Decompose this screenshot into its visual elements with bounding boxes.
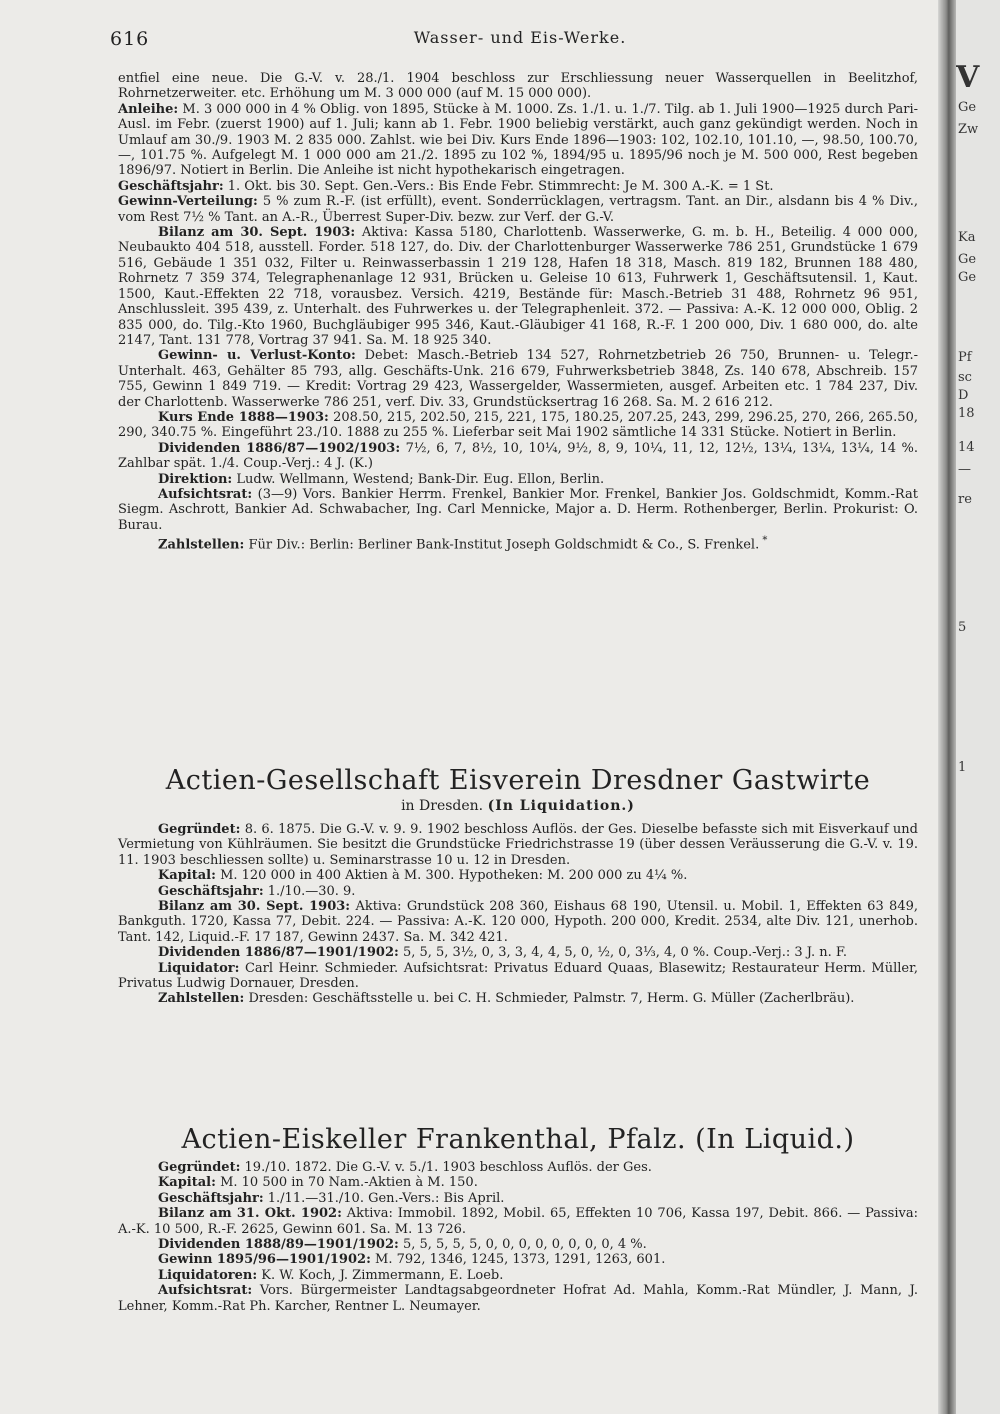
entry-paragraph	[118, 1175, 918, 1190]
entry-label: Zahlstellen:	[158, 537, 245, 553]
adjacent-page-fragment: 5	[958, 620, 967, 635]
entry-text: Aktiva: Grundstück 208 360, Eishaus 68 190, Utensil. u. Mobil. 1, Effekten 63 849, Bankguth. 1720, Kassa 77, Debit. 224. — Passiva: A.-K. 120 000, Hypoth. 200 000, Kredit. 2534, alte Div. 121, unerhob. Tant. 142, Liquid.-F. 17 187, Gewinn 2437. Sa. M. 342 421.	[118, 899, 918, 945]
entry-paragraph	[118, 487, 918, 533]
entry-text: 1./10.—30. 9.	[267, 883, 356, 899]
entry-text: Aktiva: Immobil. 1892, Mobil. 65, Effekten 10 706, Kassa 197, Debit. 866. — Passiva: A.-K. 10 500, R.-F. 2625, Gewinn 601. Sa. M. 13 726.	[118, 1206, 918, 1237]
entry-paragraph	[118, 868, 918, 883]
entry-label: Dividenden 1888/89—1901/1902:	[158, 1237, 399, 1253]
adjacent-page-fragment: Ge	[958, 252, 977, 267]
entry-paragraph	[118, 1237, 918, 1252]
entry-label: Bilanz am 30. Sept. 1903:	[158, 225, 356, 241]
entry-paragraph	[118, 1252, 918, 1267]
book-gutter	[938, 0, 956, 1414]
entry-label: Kurs Ende 1888—1903:	[158, 409, 329, 425]
adjacent-page-fragment: Ge	[958, 100, 977, 115]
section-eisverein-dresden	[118, 822, 918, 1007]
entry-label: Aufsichtsrat:	[158, 1283, 253, 1299]
adjacent-page-fragment: Pf	[958, 350, 972, 365]
entry-paragraph	[118, 533, 918, 553]
adjacent-page-fragment: 1	[958, 760, 967, 775]
section-eiskeller-frankenthal	[118, 1160, 918, 1314]
entry-paragraph	[118, 1283, 918, 1314]
entry-text: 208.50, 215, 202.50, 215, 221, 175, 180.25, 207.25, 243, 299, 296.25, 270, 266, 265.50, 290, 340.75 %. Eingeführt 23./10. 1888 zu 255 %. Lieferbar seit Mai 1902 sämtliche 14 331 Stücke. Notiert in Berlin.	[118, 409, 918, 441]
entry-text: Für Div.: Berlin: Berliner Bank-Institut Joseph Goldschmidt & Co., S. Frenkel.	[248, 537, 760, 553]
entry-paragraph	[118, 194, 918, 225]
entry-text: Carl Heinr. Schmieder. Aufsichtsrat: Privatus Eduard Quaas, Blasewitz; Restaurateur Herm. Müller, Privatus Ludwig Dornauer, Dresden.	[118, 960, 918, 992]
adjacent-page-edge	[956, 0, 1000, 1414]
entry-text: 7½, 6, 7, 8½, 10, 10¼, 9½, 8, 9, 10¼, 11, 12, 12½, 13¼, 13¼, 13¼, 14 %. Zahlbar spät. 1./4. Coup.-Verj.: 4 J. (K.)	[118, 440, 918, 472]
entry-label: Aufsichtsrat:	[158, 486, 253, 502]
entry-text: Vors. Bürgermeister Landtagsabgeordneter Hofrat Ad. Mahla, Komm.-Rat Mündler, J. Mann, J. Lehner, Komm.-Rat Ph. Karcher, Rentner L. Neumayer.	[118, 1283, 918, 1314]
entry-paragraph	[118, 179, 918, 194]
adjacent-page-fragment: Ka	[958, 230, 976, 245]
page-header	[110, 24, 930, 58]
entry-text: 5, 5, 5, 3½, 0, 3, 3, 4, 4, 5, 0, ½, 0, 3⅓, 4, 0 %. Coup.-Verj.: 3 J. n. F.	[402, 945, 847, 961]
entry-label: Anleihe:	[118, 101, 179, 117]
adjacent-page-fragment: sc	[958, 370, 972, 385]
entry-label: Liquidatoren:	[158, 1267, 258, 1283]
entry-label: Gegründet:	[158, 822, 241, 837]
adjacent-page-fragment: D	[958, 388, 969, 403]
entry-paragraph	[118, 1160, 918, 1175]
entry-label: Geschäftsjahr:	[158, 883, 264, 899]
entry-label: Kapital:	[158, 868, 216, 884]
subtitle-status: (In Liquidation.)	[487, 798, 635, 814]
entry-label: Bilanz am 31. Okt. 1902:	[158, 1206, 342, 1222]
entry-paragraph	[118, 441, 918, 472]
entry-text: Debet: Masch.-Betrieb 134 527, Rohrnetzbetrieb 26 750, Brunnen- u. Telegr.-Unterhalt. 463, Gehälter 85 793, allg. Geschäfts-Unk. 216 679, Fuhrwerksbetrieb 3848, Zs. 140 678, Abschreib. 157 755, Gewinn 1 849 719. — Kredit: Vortrag 29 423, Wassergelder, Wassermieten, ausgef. Arbeiten etc. 1 784 237, Div. der Charlottenb. Wasserwerke 786 251, verf. Div. 33, Grundstücksertrag 16 268. Sa. M. 2 616 212.	[118, 348, 918, 410]
entry-label: Gewinn- u. Verlust-Konto:	[158, 348, 356, 364]
entry-label: Zahlstellen:	[158, 991, 245, 1007]
company-subtitle-eisverein	[118, 798, 918, 815]
entry-text: 1. Okt. bis 30. Sept. Gen.-Vers.: Bis Ende Febr. Stimmrecht: Je M. 300 A.-K. = 1 St.	[227, 178, 774, 194]
section-wasserwerke-continued	[118, 71, 918, 553]
entry-text: 8. 6. 1875. Die G.-V. v. 9. 9. 1902 beschloss Auflös. der Ges. Dieselbe befasste sich mit Eisverkauf und Vermietung von Kühlräumen. Sie besitzt die Grundstücke Friedrichstrasse 19 (über dessen Veräusserung die G.-V. v. 19. 11. 1903 beschliessen sollte) u. Seminarstrasse 10 u. 12 in Dresden.	[118, 822, 918, 868]
entry-text: M. 120 000 in 400 Aktien à M. 300. Hypotheken: M. 200 000 zu 4¼ %.	[220, 868, 688, 884]
entry-text: K. W. Koch, J. Zimmermann, E. Loeb.	[261, 1267, 504, 1283]
adjacent-page-fragment: V	[956, 60, 980, 95]
entry-paragraph	[118, 472, 918, 487]
adjacent-page-fragment: 18	[958, 406, 975, 421]
entry-text: (3—9) Vors. Bankier Herrm. Frenkel, Bankier Mor. Frenkel, Bankier Jos. Goldschmidt, Komm.-Rat Siegm. Aschrott, Bankier Ad. Schwabacher, Ing. Carl Mennicke, Major a. D. Herm. Rothenberger, Berlin. Prokurist: O. Burau.	[118, 486, 918, 533]
entry-text: M. 792, 1346, 1245, 1373, 1291, 1263, 601.	[375, 1252, 666, 1268]
adjacent-page-fragment: Ge	[958, 270, 977, 285]
entry-text: M. 3 000 000 in 4 % Oblig. von 1895, Stücke à M. 1000. Zs. 1./1. u. 1./7. Tilg. ab 1. Juli 1900—1925 durch Pari-Ausl. im Febr. (zuerst 1900) auf 1. Juli; kann ab 1. Febr. 1900 beliebig verstärkt, auch ganz gekündigt werden. Noch in Umlauf am 30./9. 1903 M. 2 835 000. Zahlst. wie bei Div. Kurs Ende 1896—1903: 102, 102.10, 101.10, —, 98.50, 100.70, —, 101.75 %. Aufgelegt M. 1 000 000 am 21./2. 1895 zu 102 %, 1894/95 u. 1895/96 noch je M. 500 000, Rest begeben 1896/97. Notiert in Berlin. Die Anleihe ist nicht hypothekarisch eingetragen.	[118, 101, 918, 179]
entry-text: 19./10. 1872. Die G.-V. v. 5./1. 1903 beschloss Auflös. der Ges.	[244, 1160, 652, 1175]
entry-paragraph	[118, 1268, 918, 1283]
entry-paragraph	[118, 961, 918, 992]
entry-text: Ludw. Wellmann, Westend; Bank-Dir. Eug. Ellon, Berlin.	[236, 471, 605, 487]
entry-label: Kapital:	[158, 1175, 216, 1191]
entry-paragraph	[118, 348, 918, 410]
entry-paragraph	[118, 1206, 918, 1237]
entry-label: Gewinn-Verteilung:	[118, 194, 258, 210]
adjacent-page-fragment: 14	[958, 440, 975, 455]
entry-paragraph	[118, 1191, 918, 1206]
adjacent-page-fragment: Zw	[958, 122, 979, 137]
footnote-star: *	[759, 535, 768, 547]
subtitle-city: in Dresden.	[401, 798, 484, 814]
entry-text: Dresden: Geschäftsstelle u. bei C. H. Schmieder, Palmstr. 7, Herm. G. Müller (Zacherlbräu).	[248, 991, 855, 1007]
entry-paragraph	[118, 102, 918, 179]
entry-paragraph	[118, 225, 918, 348]
entry-text: Aktiva: Kassa 5180, Charlottenb. Wasserwerke, G. m. b. H., Beteilig. 4 000 000, Neubaukto 404 518, ausstell. Forder. 518 127, do. Div. der Charlottenburger Wasserwerke 786 251, Grundstücke 1 679 516, Gebäude 1 351 032, Filter u. Reinwasserbassin 1 219 128, Hafen 18 318, Masch. 819 182, Brunnen 188 480, Rohrnetz 7 359 374, Telegraphenanlage 12 931, Brücken u. Geleise 10 613, Fuhrwerk 1, Geschäftsutensil. 1, Kaut. 1500, Kaut.-Effekten 22 718, vorausbez. Versich. 4219, Bestände für: Masch.-Betrieb 31 488, Rohrnetz 96 951, Anschlussleit. 395 439, z. Unterhalt. des Fuhrwerkes u. der Telegraphenleit. 372. — Passiva: A.-K. 12 000 000, Oblig. 2 835 000, do. Tilg.-Kto 1960, Buchgläubiger 995 346, Kaut.-Gläubiger 41 168, R.-F. 1 200 000, Div. 1 680 000, do. alte 2147, Tant. 131 778, Vortrag 37 941. Sa. M. 18 925 340.	[118, 225, 919, 348]
entry-label: Bilanz am 30. Sept. 1903:	[158, 899, 351, 915]
entry-text: 5 % zum R.-F. (ist erfüllt), event. Sonderrücklagen, vertragsm. Tant. an Dir., alsdann bis 4 % Div., vom Rest 7½ % Tant. an A.-R., Überrest Super-Div. bezw. zur Verf. der G.-V.	[118, 194, 919, 225]
entry-paragraph	[118, 899, 918, 945]
company-title-eisverein-dresden: Actien-Gesellschaft Eisverein Dresdner Gastwirte	[165, 765, 871, 796]
entry-label: Geschäftsjahr:	[158, 1190, 264, 1206]
entry-label: Geschäftsjahr:	[118, 178, 224, 194]
entry-paragraph	[118, 410, 918, 441]
entry-paragraph	[118, 71, 918, 102]
entry-paragraph	[118, 945, 918, 960]
entry-label: Dividenden 1886/87—1902/1903:	[158, 440, 401, 456]
entry-paragraph	[118, 822, 918, 868]
entry-paragraph	[118, 884, 918, 899]
entry-label: Gegründet:	[158, 1160, 241, 1175]
adjacent-page-fragment: re	[958, 492, 972, 507]
entry-text: 1./11.—31./10. Gen.-Vers.: Bis April.	[267, 1190, 505, 1206]
adjacent-page-fragment: —	[958, 462, 971, 477]
entry-text: entfiel eine neue. Die G.-V. v. 28./1. 1904 beschloss zur Erschliessung neuer Wasserquellen in Beelitzhof, Rohrnetzerweiter. etc. Erhöhung um M. 3 000 000 (auf M. 15 000 000).	[118, 71, 918, 102]
entry-label: Gewinn 1895/96—1901/1902:	[158, 1252, 371, 1268]
entry-label: Liquidator:	[158, 960, 240, 976]
company-title-eiskeller-frankenthal: Actien-Eiskeller Frankenthal, Pfalz. (In Liquid.)	[181, 1124, 855, 1155]
running-title: Wasser- und Eis-Werke.	[413, 28, 627, 47]
entry-paragraph	[118, 991, 918, 1006]
entry-text: 5, 5, 5, 5, 5, 0, 0, 0, 0, 0, 0, 0, 0, 4 %.	[402, 1237, 647, 1253]
entry-label: Direktion:	[158, 471, 233, 487]
page-number: 616	[110, 28, 150, 50]
entry-label: Dividenden 1886/87—1901/1902:	[158, 945, 399, 961]
entry-text: M. 10 500 in 70 Nam.-Aktien à M. 150.	[220, 1175, 478, 1191]
